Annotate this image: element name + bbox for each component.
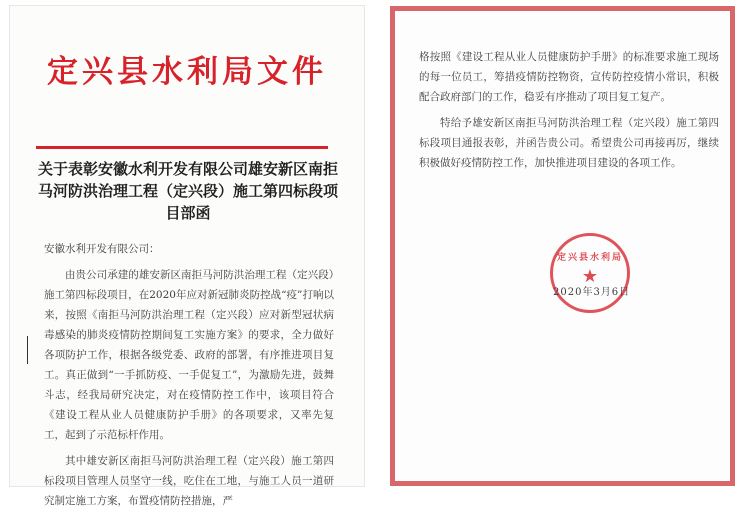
red-divider-line [36, 146, 328, 149]
document-date: 2020年3月6日 [553, 287, 631, 298]
left-document-page [10, 6, 364, 507]
left-body [44, 239, 334, 517]
body-paragraph-1: 由贵公司承建的雄安新区南拒马河防洪治理工程（定兴段）施工第四标段项目，在2020年应对新冠肺炎防控战“疫”打响以来，按照《南拒马河防洪治理工程（定兴段）应对新型冠状病毒感染的肺炎疫情防控期间复工实施方案》的要求，全力做好各项防护工作，根据各级党委、政府的部署，有序推进项目复工。真正做到“一手抓防疫、一手促复工”，为激励先进，鼓舞斗志，经我局研究决定，对在疫情防控工作中，该项目符合《建设工程从业人员健康防护手册》的各项要求，又率先复工，起到了示范标杆作用。 [44, 269, 334, 441]
body-paragraph-2: 其中雄安新区南拒马河防洪治理工程（定兴段）施工第四标段项目管理人员坚守一线，吃住在工地，与施工人员一道研究制定施工方案，布置疫情防控措施，严 [44, 455, 334, 507]
body-paragraph-continued: 格按照《建设工程从业人员健康防护手册》的标准要求施工现场的每一位员工，筹措疫情防控物资，宣传防控疫情小常识，积极配合政府部门的工作，稳妥有序推动了项目复工复产。 [419, 51, 719, 103]
seal-star-icon: ★ [581, 266, 599, 287]
document-title: 关于表彰安徽水利开发有限公司雄安新区南拒马河防洪治理工程（定兴段）施工第四标段项目部函 [38, 160, 339, 222]
seal-text: 定兴县水利局 [556, 253, 623, 263]
right-body [419, 47, 719, 179]
body-paragraph-commendation: 特给予雄安新区南拒马河防洪治理工程（定兴段）施工第四标段项目通报表彰，并函告贵公司。希望贵公司再接再厉，继续积极做好疫情防控工作，加快推进项目建设的各项工作。 [419, 117, 719, 169]
official-seal [550, 233, 630, 313]
salutation: 安徽水利开发有限公司： [44, 243, 160, 255]
right-document-page [390, 6, 735, 486]
document-header: 定兴县水利局文件 [47, 54, 327, 90]
margin-mark [27, 336, 28, 364]
